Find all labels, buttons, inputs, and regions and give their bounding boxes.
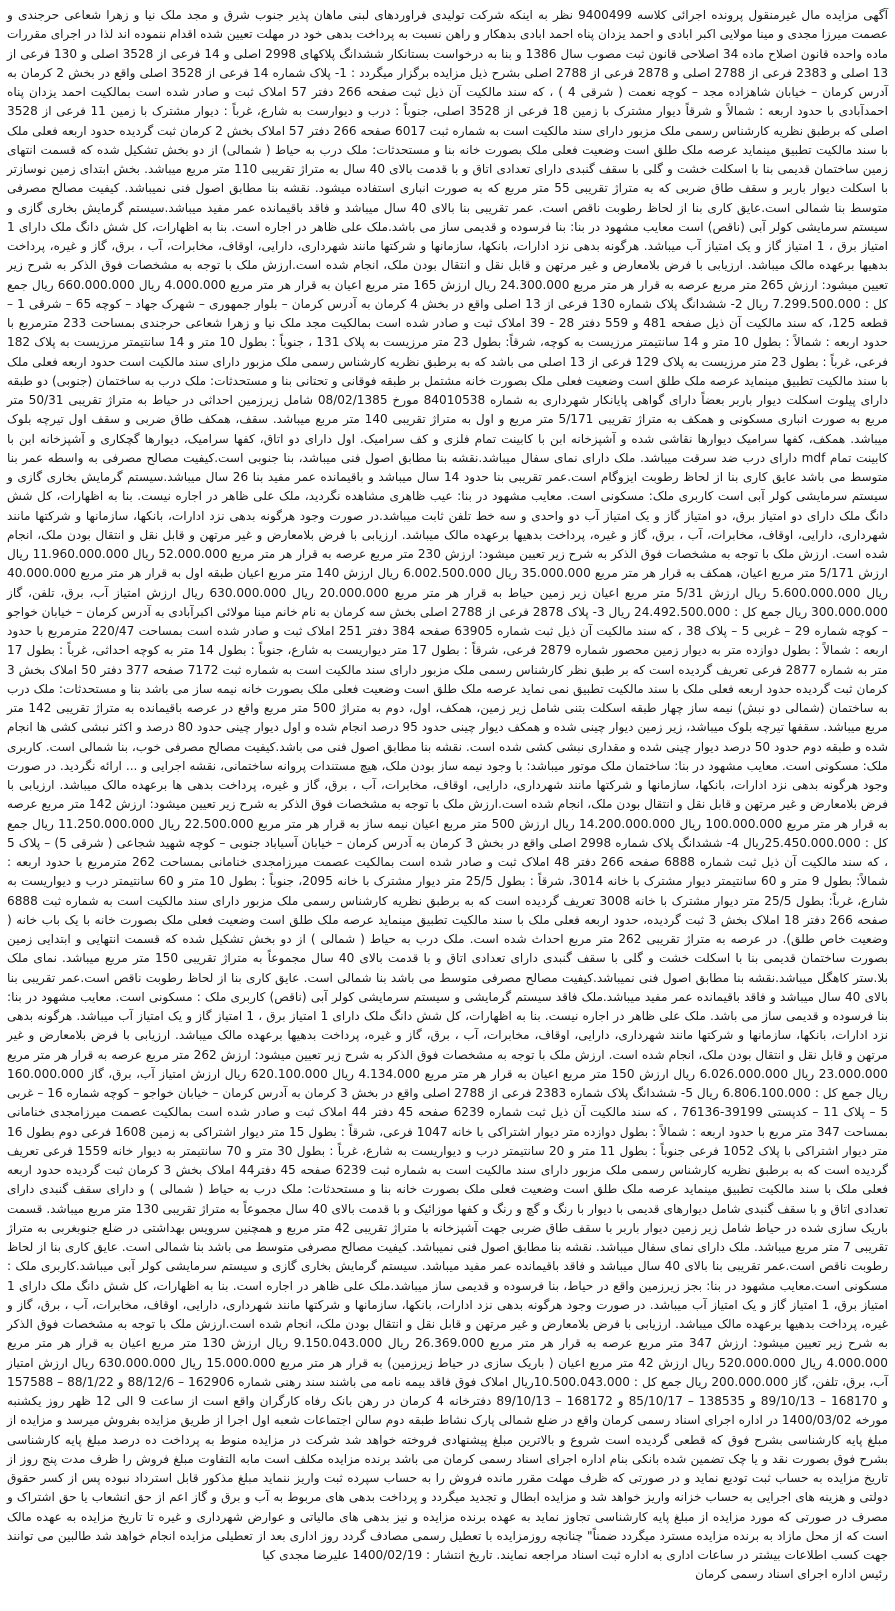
auction-notice-text: آگهی مزایده مال غیرمنقول پرونده اجرائی کلاسه 9400499 نظر به اینکه شرکت تولیدی فراوردهای لبنی ماهان پذیر جنوب شرق و مجد ملک نیا و زهرا شعاعی حرجندی و عصمت میرزا مجدی و مینا مولایی اکبر ابادی و احمد یزدان پناه احمد ابادی بدهکار و راهن نسبت به پرداخت بدهی خود در مهلت تعیین شده اقدام ننموده اند لذا در اجرای مقررات ماده واحده قانون اصلاح ماده 34 اصلاحی قانون ثبت مصوب سال 1386 و بنا به درخواست بستانکار ششدانگ پلاکهای 2998 اصلی و 14 فرعی از 3528 اصلی و 130 فرعی از 13 اصلی و 2383 فرعی از 2788 اصلی و 2878 فرعی از 2788 اصلی بشرح ذیل مزایده برگزار میگردد : 1- پلاک شماره 14 فرعی از 3528 اصلی واقع در بخش 2 کرمان به آدرس کرمان – خیابان شاهزاده مجد – کوچه نعمت ( شرقی 4 ) ، که سند مالکیت آن ذیل ثبت صفحه 266 دفتر 57 املاک ثبت و صادر شده است بمالکیت احمد یزدان پناه احمدآبادی با حدود اربعه : شمالاً و شرقاً دیوار مشترک با زمین 18 فرعی از 3528 اصلی، جنوباً : درب و دیوارست به شارع، غرباً : دیوار مشترک با زمین 11 فرعی از 3528 اصلی که برطبق نظریه کارشناس رسمی ملک مزبور دارای سند مالکیت است به شماره ثبت 6017 صفحه 266 دفتر 57 املاک بخش 2 کرمان ثبت گردیده حدود اربعه فعلی ملک با سند مالکیت تطبیق مینماید عرصه ملک طلق است وضعیت فعلی ملک بصورت خانه بنا و مستحدثات: ملک درب به حیاط ( شمالی) از دو بخش تشکیل شده که قسمت انتهای زمین ساختمان قدیمی بنا با اسکلت خشت و گلی با سقف گنبدی دارای تعدادی اتاق و با قدمت بالای 40 سال به متراژ تقریبی 110 متر مربع میباشد. بخش ابتدای زمین نوسازتر با اسکلت دیوار باربر و سقف طاق ضربی که به متراژ تقریبی 55 متر مربع که به صورت انباری استفاده میشود. نقشه بنا مطابق اصول فنی نمیباشد. کیفیت مصالح مصرفی متوسط بنا شمالی است.عایق کاری بنا از لحاظ رطوبت ناقص است. عمر تقریبی بنا بالای 40 سال میباشد و فاقد باقیمانده عمر مفید میباشد.سیستم گرمایش بخاری گازی و سیستم سرمایشی کولر آبی (ناقص) است معایب مشهود در بنا: بنا فرسوده و قدیمی ساز می باشد.ملک علی ظاهر در اجاره است. بنا به اظهارات، کل شش دانگ ملک دارای 1 امتیاز برق ، 1 امتیاز گاز و یک امتیاز آب میباشد. هرگونه بدهی نزد ادارات، بانکها، سازمانها و شرکتها مانند شهرداری، دارایی، اوقاف، مخابرات، آب ، برق، گاز و غیره، پرداخت بدهیها برعهده مالک میباشد. ارزیابی با فرض بلامعارض و غیر مرتهن و قابل نقل و انتقال بودن ملک، انجام شده است.ارزش ملک با توجه به مشخصات فوق الذکر به شرح زیر تعیین میشود: ارزش 265 متر مربع عرصه به قرار هر متر مربع 24.300.000 ریال ارزش 165 متر مربع اعیان به قرار هر متر مربع 4.000.000 ریال 660.000.000 ریال جمع کل : 7.299.500.000 ریال 2- ششدانگ پلاک شماره 130 فرعی از 13 اصلی واقع در بخش 4 کرمان به آدرس کرمان – بلوار جمهوری – شهرک جهاد – کوچه 65 – شرقی 1 – قطعه 125، که سند مالکیت آن ذیل صفحه 481 و 559 دفتر 28 - 39 املاک ثبت و صادر شده است بمالکیت مجد ملک نیا و زهرا شعاعی حرجندی بمساحت 233 مترمربع با حدود اربعه : شمالاً : بطول 10 متر و 14 سانتیمتر مرزیست به کوچه، شرقاً: بطول 23 متر مرزیست به پلاک 131 ، جنوباً : بطول 10 متر و 14 سانتیمتر مرزیست به پلاک 182 فرعی، غرباً : بطول 23 متر مرزیست به پلاک 129 فرعی از 13 اصلی می باشد که به برطبق نظریه کارشناس رسمی ملک مزبور دارای سند مالکیت است حدود اربعه فعلی ملک با سند مالکیت تطبیق مینماید عرصه ملک طلق است وضعیت فعلی ملک بصورت خانه مشتمل بر طبقه فوقانی و تحتانی بنا و مستحدثات: ملک درب به ساختمان (جنوبی) دو طبقه دارای پیلوت اسکلت دیوار باربر بعضاً دارای گواهی پایانکار شهرداری به شماره 84010538 مورخ 08/02/1385 شامل زیرزمین احداثی در حیاط به متراژ تقریبی 50/31 متر مربع به صورت انباری مسکونی و همکف به متراژ تقریبی 5/171 متر مربع و اول به متراژ تقریبی 140 متر مربع میباشد. سقف، همکف طاق ضربی و سقف اول تیرچه بلوک میباشد. همکف، کفها سرامیک دیوارها نقاشی شده و آشپزخانه ابن با کابینت تمام فلزی و کف سرامیک. اول دارای دو اتاق، کفها سرامیک، دیوارها گچکاری و آشپزخانه ابن با کابینت تمام mdf دارای درب ضد سرقت میباشد. ملک دارای نمای سفال میباشد.نقشه بنا مطابق اصول فنی میباشد، بنا جنوبی است.کیفیت مصالح مصرفی به واسطه عمر بنا متوسط می باشد عایق کاری بنا از لحاظ رطوبت ایزوگام است.عمر تقریبی بنا حدود 14 سال میباشد و باقیمانده عمر مفید بنا 26 سال میباشد.سیستم گرمایش بخاری گازی و سیستم سرمایشی کولر آبی است کاربری ملک: مسکونی است. معایب مشهود در بنا: عیب ظاهری مشاهده نگردید، ملک علی ظاهر در اجاره نیست. بنا به اظهارات، کل شش دانگ ملک دارای دو امتیاز برق، دو امتیاز گاز و یک امتیاز آب دو واحدی و سه خط تلفن ثابت میباشد.در صورت وجود هرگونه بدهی نزد ادارات، بانکها، سازمانها و شرکتها مانند شهرداری، دارایی، اوقاف، مخابرات، آب ، برق، گاز و غیره، پرداخت بدهیها برعهده مالک میباشد. ارزیابی با فرض بلامعارض و غیر مرتهن و قابل نقل و انتقال بودن ملک، انجام شده است. ارزش ملک با توجه به مشخصات فوق الذکر به شرح زیر تعیین میشود: ارزش 230 متر مربع عرصه به قرار هر متر مربع 52.000.000 ریال 11.960.000.000 ریال ارزش 5/171 متر مربع اعیان، همکف به قرار هر متر مربع 35.000.000 ریال 6.002.500.000 ریال ارزش 140 متر مربع اعیان طبقه اول به قرار هر متر مربع 40.000.000 ریال 5.600.000.000 ریال ارزش 5/31 متر مربع اعیان زیر زمین حیاط به قرار هر متر مربع 20.000.000 ریال 630.000.000 ریال ارزش امتیاز آب، برق، تلفن، گاز 300.000.000 ریال جمع کل : 24.492.500.000 ریال 3- پلاک 2878 فرعی از 2788 اصلی بخش سه کرمان به نام خانم مینا مولائی اکبرآبادی به آدرس کرمان – خیابان خواجو – کوچه شماره 29 – غربی 5 – پلاک 38 ، که سند مالکیت آن ذیل ثبت شماره 63905 صفحه 384 دفتر 251 املاک ثبت و صادر شده است بمساحت 220/47 مترمربع با حدود اربعه : شمالاً : بطول دوازده متر به دیوار زمین محصور شماره 2879 فرعی، شرقاً : بطول 17 متر دیواریست به شارع، جنوباً : بطول 14 متر به کوچه احداثی، غرباً : بطول 17 متر به شماره 2877 فرعی تعریف گردیده است که بر طبق نظر کارشناس رسمی ملک مزبور دارای سند مالکیت است به شماره ثبت 7172 صفحه 377 دفتر 50 املاک بخش 3 کرمان ثبت گردیده حدود اربعه فعلی ملک با سند مالکیت تطبیق نمی نماید عرصه ملک طلق است وضعیت فعلی ملک بصورت خانه نیمه ساز می باشد بنا و مستحدثات: ملک درب به ساختمان (شمالی دو نبش) نیمه ساز چهار طبقه اسکلت بتنی شامل زیر زمین، همکف، اول، دوم به متراژ 500 متر مربع واقع در عرصه باقیمانده به متراژ تقریبی 142 متر مربع میباشد. سقفها تیرچه بلوک میباشد، زیر زمین دیوار چینی شده و همکف دیوار چینی حدود 95 درصد انجام شده و اول دیوار چینی حدود 80 درصد و اکثر نبشی کشی ها انجام شده و طبقه دوم حدود 50 درصد دیوار چینی شده و مقداری نبشی کشی شده است. نقشه بنا مطابق اصول فنی می باشد.کیفیت مصالح مصرفی خوب، بنا شمالی است. کاربری ملک: مسکونی است. معایب مشهود در بنا: ساختمان ملک موتور میباشد: با وجود نیمه ساز بودن ملک، هیچ مستندات پروانه ساختمانی، نقشه اجرایی و ... ارائه نگردید. در صورت وجود هرگونه بدهی نزد ادارات، بانکها، سازمانها و شرکتها مانند شهرداری، دارایی، اوقاف، مخابرات، آب ، برق، گاز و غیره، پرداخت بدهی ها برعهده مالک میباشد. ارزیابی با فرض بلامعارض و غیر مرتهن و قابل نقل و انتقال بودن ملک، انجام شده است.ارزش ملک با توجه به مشخصات فوق الذکر به شرح زیر تعیین میشود: ارزش 142 متر مربع عرصه به قرار هر متر مربع 100.000.000 ریال 14.200.000.000 ریال ارزش 500 متر مربع اعیان نیمه ساز به قرار هر متر مربع 22.500.000 ریال 11.250.000.000 ریال جمع کل : 25.450.000.000ریال 4- ششدانگ پلاک شماره 2998 اصلی واقع در بخش 3 کرمان به آدرس کرمان – خیابان آسیاباد جنوبی – کوچه شهید شجاعی ( شرقی 5) – پلاک 5 ، که سند مالکیت آن ذیل ثبت شماره 6888 صفحه 266 دفتر 48 املاک ثبت و صادر شده است بمالکیت عصمت میرزامجدی خنامانی بمساحت 262 مترمربع با حدود اربعه : شمالاً: بطول 9 متر و 60 سانتیمتر دیوار مشترک با خانه 3014، شرقاً : بطول 25/5 متر دیوار مشترک با خانه 2095، جنوباً : بطول 10 متر و 60 سانتیمتر درب و دیواریست به شارع، غرباً: بطول 25/5 متر دیوار مشترک با خانه 3008 تعریف گردیده است که به برطبق نظریه کارشناس رسمی ملک مزبور دارای سند مالکیت است به شماره ثبت 6888 صفحه 266 دفتر 18 املاک بخش 3 ثبت گردیده، حدود اربعه فعلی ملک با سند مالکیت تطبیق مینماید عرصه ملک طلق است وضعیت فعلی ملک بصورت خانه با یک باب خانه ( وضعیت خاص طلق). در عرصه به متراژ تقریبی 262 متر مربع احداث شده است. ملک درب به حیاط ( شمالی ) از دو بخش تشکیل شده که قسمت انتهایی و ابتدایی زمین بصورت ساختمان قدیمی بنا با اسکلت خشت و گلی با سقف گنبدی دارای تعدادی اتاق و با قدمت بالای 40 سال مجموعاً به متراژ تقریبی 150 متر مربع میباشد. نمای ملک بلا.ستر کاهگل میباشد.نقشه بنا مطابق اصول فنی نمیباشد.کیفیت مصالح مصرفی متوسط می باشد بنا شمالی است. عایق کاری بنا از لحاظ رطوبت ناقص است.عمر تقریبی بنا بالای 40 سال میباشد و فاقد باقیمانده عمر مفید میباشد.ملک فاقد سیستم گرمایشی و سیستم سرمایشی کولر آبی (ناقص) کاربری ملک : مسکونی است. معایب مشهود در بنا: بنا فرسوده و قدیمی ساز می باشد. ملک علی ظاهر در اجاره نیست. بنا به اظهارات، کل شش دانگ ملک دارای 1 امتیاز برق ، 1 امتیاز گاز و یک امتیاز آب میباشد. هرگونه بدهی نزد ادارات، بانکها، سازمانها و شرکتها مانند شهرداری، دارایی، اوقاف، مخابرات، آب ، برق، گاز و غیره، پرداخت بدهیها برعهده مالک میباشد. ارزیابی با فرض بلامعارض و غیر مرتهن و قابل نقل و انتقال بودن ملک، انجام شده است. ارزش ملک با توجه به مشخصات فوق الذکر به شرح زیر تعیین میشود: ارزش 262 متر مربع عرصه به قرار هر متر مربع 23.000.000 ریال 6.026.000.000 ریال ارزش 150 متر مربع اعیان به قرار هر متر مربع 4.134.000 ریال 620.100.000 ریال ارزش امتیاز آب، برق، گاز 160.000.000 ریال جمع کل : 6.806.100.000 ریال 5- ششدانگ پلاک شماره 2383 فرعی از 2788 اصلی واقع در بخش 3 کرمان به آدرس کرمان – خیابان خواجو – کوچه شماره 16 – غربی 5 – پلاک 11 – کدپستی 39199-76136 ، که سند مالکیت آن ذیل ثبت شماره 6239 صفحه 45 دفتر 44 املاک ثبت و صادر شده است بمالکیت عصمت میرزامجدی خنامانی بمساحت 347 متر مربع با حدود اربعه : شمالاً : بطول دوازده متر دیوار اشتراکی با خانه 1047 فرعی، شرقاً : بطول 15 متر دیوار اشتراکی به زمین 1608 فرعی دوم بطول 16 متر دیوار اشتراکی با پلاک 1052 فرعی جنوباً : بطول 11 متر و 20 سانتیمتر درب و دیواریست به شارع، غرباً : بطول 30 متر و 70 سانتیمتر به دیوار خانه 1559 فرعی تعریف گردیده است که به برطبق نظریه کارشناس رسمی ملک مزبور دارای سند مالکیت است به شماره ثبت 6239 صفحه 45 دفتر44 املاک بخش 3 کرمان ثبت گردیده حدود اربعه فعلی ملک با سند مالکیت تطبیق مینماید عرصه ملک طلق است وضعیت فعلی ملک بصورت خانه بنا و مستحدثات: ملک درب به حیاط ( شمالی ) و دارای سقف گنبدی دارای تعدادی اتاق و با سقف گنبدی شامل دیوارهای قدیمی با دیوار با رنگ و گچ و رنگ و کفها موزائیک و با قدمت بالای 40 سال مجموعاً به متراژ تقریبی 130 متر مربع میباشد. قسمت باریک سازی شده در حیاط شامل زیر زمین دیوار باربر با سقف طاق ضربی جهت آشپزخانه با متراژ تقریبی 42 متر مربع و همچنین سرویس بهداشتی در ضلع جنوبغربی به متراژ تقریبی 7 متر مربع میباشد. ملک دارای نمای سفال میباشد. نقشه بنا مطابق اصول فنی نمیباشد. کیفیت مصالح مصرفی متوسط می باشد بنا شمالی است. عایق کاری بنا از لحاظ رطوبت ناقص است.عمر تقریبی بنا بالای 40 سال میباشد و فاقد باقیمانده عمر مفید میباشد. سیستم گرمایش بخاری گازی و سیستم سرمایشی کولر آبی میباشد.کاربری ملک : مسکونی است.معایب مشهود در بنا: بجز زیرزمین واقع در حیاط، بنا فرسوده و قدیمی ساز میباشد.ملک علی ظاهر در اجاره است. بنا به اظهارات، کل شش دانگ ملک دارای 1 امتیاز برق، 1 امتیاز گاز و یک امتیاز آب میباشد. در صورت وجود هرگونه بدهی نزد ادارات، بانکها، سازمانها و شرکتها مانند شهرداری، دارایی، اوقاف، مخابرات، آب ، برق، گاز و غیره، پرداخت بدهیها برعهده مالک میباشد. ارزیابی با فرض بلامعارض و غیر مرتهن و قابل نقل و انتقال بودن ملک، انجام شده است.ارزش ملک با توجه به مشخصات فوق الذکر به شرح زیر تعیین میشود: ارزش 347 متر مربع عرصه به قرار هر متر مربع 26.369.000 ریال 9.150.043.000 ریال ارزش 130 متر مربع اعیان به قرار هر متر مربع 4.000.000 ریال 520.000.000 ریال ارزش 42 متر مربع اعیان ( باریک سازی در حیاط زیرزمین) به قرار هر متر مربع 15.000.000 ریال 630.000.000 ریال ارزش امتیاز آب، برق، تلفن، گاز 200.000.000 ریال جمع کل : 10.500.043.000ریال املاک فوق فاقد بیمه نامه می باشند سند رهنی شماره 162906 – 88/12/6 و 88/1/22 – 157588 و 168170 – 89/10/13 و 138535 – 85/10/17 و 168172 – 89/10/13 دفترخانه 4 کرمان در رهن بانک رفاه کارگران واقع است از ساعت 9 الی 12 ظهر روز یکشنبه مورخه 1400/03/02 در اداره اجرای اسناد رسمی کرمان واقع در ضلع شمالی پارک نشاط طبقه دوم سالن اجتماعات شعبه اول اجرا از طریق مزایده بفروش میرسد و مزایده از مبلغ پایه کارشناسی بشرح فوق که قطعی گردیده است شروع و بالاترین مبلغ پیشنهادی فروخته خواهد شد شرکت در مزایده منوط به پرداخت ده درصد مبلغ پایه کارشناسی بشرح فوق بصورت نقد و یا چک تضمین شده بانکی بنام اداره اجرای اسناد رسمی کرمان می باشد برنده مزایده مکلف است مابه التفاوت مبلغ فروش را ظرف مدت پنج روز از تاریخ مزایده به حساب ثبت تودیع نماید و در صورتی که ظرف مهلت مقرر مانده فروش را به حساب سپرده ثبت واریز ننماید مبلغ مذکور قابل استرداد نبوده پس از کسر حقوق دولتی و هزینه های اجرایی به حساب خزانه واریز خواهد شد و مزایده ابطال و تجدید میگردد و پرداخت بدهی های مربوط به آب و برق و گاز اعم از حق انشعاب یا حق اشتراک و مصرف در صورتی که مورد مزایده از مبلغ پایه کارشناسی تجاوز نماید به عهده برنده مزایده و نیز بدهی های مالیاتی و عوارض شهرداری و غیره تا تاریخ مزایده به عهده مالک است که از محل مازاد به برنده مزایده مسترد میگردد ضمناً" چنانچه روزمزایده با تعطیل رسمی مصادف گردد روز اداری بعد از تعطیلی مزایده انجام خواهد شد طالبین می توانند جهت کسب اطلاعات بیشتر در ساعات اداری به اداره ثبت اسناد مراجعه نمایند. تاریخ انتشار : 1400/02/19 علیرضا مجدی کیا: [7, 8, 889, 1562]
signatory-title: رئیس اداره اجرای اسناد رسمی کرمان: [695, 1567, 888, 1582]
